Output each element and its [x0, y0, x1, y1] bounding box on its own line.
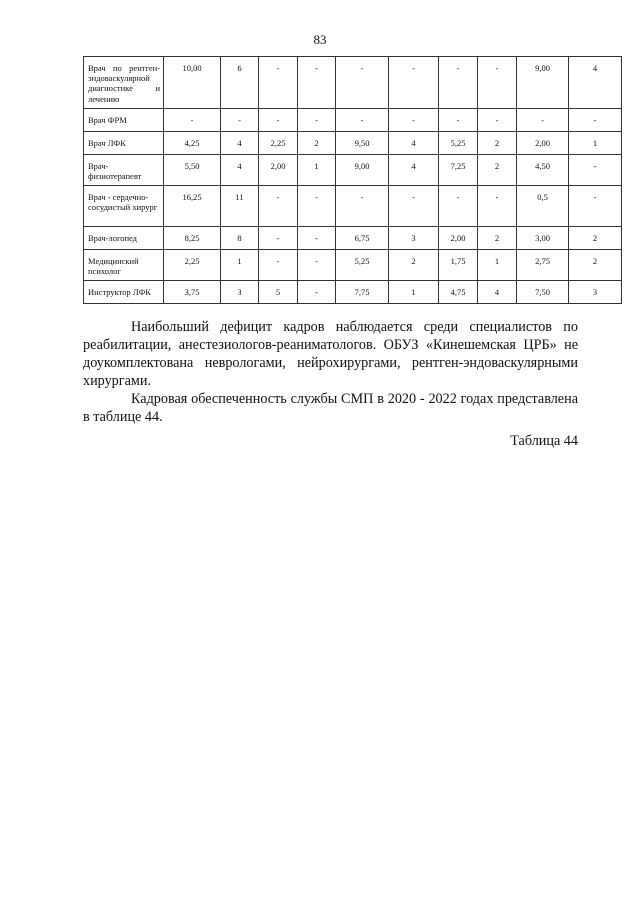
table-cell-value: 2,25 — [164, 250, 221, 281]
table-row — [84, 57, 622, 109]
table-cell-value: - — [336, 109, 389, 132]
table-cell-value: 1 — [389, 281, 439, 304]
table-cell-value: 2,00 — [259, 155, 298, 186]
table-cell-position: Медицинский психолог — [84, 250, 164, 281]
page-number: 83 — [313, 32, 327, 47]
table-cell-value: - — [517, 109, 569, 132]
table-cell-value: - — [389, 186, 439, 227]
table-cell-value: - — [439, 57, 478, 109]
table-cell-value: - — [389, 109, 439, 132]
table-cell-value: 2,00 — [517, 132, 569, 155]
table-cell-value: - — [164, 109, 221, 132]
table-cell-value: 2,25 — [259, 132, 298, 155]
table-cell-value: 4 — [221, 155, 259, 186]
table-cell-value: - — [478, 57, 517, 109]
table-cell-value: - — [336, 57, 389, 109]
table-cell-value: - — [221, 109, 259, 132]
table-cell-value: 1,75 — [439, 250, 478, 281]
table-cell-value: 2 — [298, 132, 336, 155]
table-cell-value: 8,25 — [164, 227, 221, 250]
table-cell-value: 3 — [221, 281, 259, 304]
table-cell-value: 2 — [478, 227, 517, 250]
table-cell-value: 9,00 — [336, 155, 389, 186]
table-row — [84, 132, 622, 155]
table-cell-value: 4 — [221, 132, 259, 155]
table-cell-value: - — [259, 109, 298, 132]
table-cell-value: 7,75 — [336, 281, 389, 304]
table-cell-value: - — [569, 186, 622, 227]
table-cell-value: - — [439, 109, 478, 132]
table-cell-value: - — [259, 57, 298, 109]
paragraph-ambulance-staffing: Кадровая обеспеченность службы СМП в 2020 - 2022 годах представлена в таблице 44. — [83, 391, 578, 425]
table-cell-value: - — [439, 186, 478, 227]
table-cell-position: Инструктор ЛФК — [84, 281, 164, 304]
table-cell-value: 9,00 — [517, 57, 569, 109]
table-cell-value: 2 — [569, 227, 622, 250]
table-cell-position: Врач по рентген-эндоваскулярной диагностике и лечению — [84, 57, 164, 109]
table-cell-value: 5,25 — [439, 132, 478, 155]
table-cell-value: 16,25 — [164, 186, 221, 227]
table-caption: Таблица 44 — [510, 433, 578, 449]
table-cell-value: 1 — [298, 155, 336, 186]
table-cell-value: 11 — [221, 186, 259, 227]
table-cell-value: - — [298, 109, 336, 132]
table-row — [84, 281, 622, 304]
table-cell-position: Врач - сердечно-сосудистый хирург — [84, 186, 164, 227]
table-row — [84, 227, 622, 250]
body-text-block — [83, 318, 578, 450]
table-cell-value: 5 — [259, 281, 298, 304]
table-cell-value: 4,50 — [517, 155, 569, 186]
table-cell-value: - — [478, 109, 517, 132]
table-cell-value: - — [259, 250, 298, 281]
table-cell-value: 2 — [389, 250, 439, 281]
table-cell-value: 1 — [478, 250, 517, 281]
table-cell-position: Врач ФРМ — [84, 109, 164, 132]
table-cell-value: - — [298, 250, 336, 281]
table-cell-value: 8 — [221, 227, 259, 250]
table-cell-value: 4 — [389, 132, 439, 155]
table-cell-value: 7,25 — [439, 155, 478, 186]
table-cell-value: - — [298, 57, 336, 109]
table-cell-value: - — [569, 109, 622, 132]
table-cell-value: 9,50 — [336, 132, 389, 155]
table-cell-value: 4 — [389, 155, 439, 186]
table-cell-value: 4 — [569, 57, 622, 109]
table-cell-value: - — [298, 227, 336, 250]
table-cell-value: 4,75 — [439, 281, 478, 304]
table-cell-value: 1 — [569, 132, 622, 155]
table-cell-value: - — [389, 57, 439, 109]
table-cell-value: - — [298, 186, 336, 227]
table-cell-position: Врач ЛФК — [84, 132, 164, 155]
table-cell-position: Врач-логопед — [84, 227, 164, 250]
table-cell-value: 3,00 — [517, 227, 569, 250]
table-cell-value: - — [569, 155, 622, 186]
table-cell-value: 10,00 — [164, 57, 221, 109]
table-cell-value: - — [259, 186, 298, 227]
table-cell-value: 2 — [569, 250, 622, 281]
table-cell-value: 0,5 — [517, 186, 569, 227]
table-cell-value: - — [336, 186, 389, 227]
table-row — [84, 155, 622, 186]
staffing-table — [83, 56, 622, 304]
table-cell-value: - — [478, 186, 517, 227]
table-cell-value: 6 — [221, 57, 259, 109]
table-cell-value: 4,25 — [164, 132, 221, 155]
paragraph-staff-deficit: Наибольший дефицит кадров наблюдается среди специалистов по реабилитации, анестезиологов-реаниматологов. ОБУЗ «Кинешемская ЦРБ» не доукомплектована неврологами, нейрохирургами, рентген-эндоваскулярными хирургами. — [83, 319, 578, 389]
table-cell-value: 2,00 — [439, 227, 478, 250]
table-cell-value: 5,25 — [336, 250, 389, 281]
table-cell-value: - — [298, 281, 336, 304]
table-row — [84, 250, 622, 281]
table-cell-value: 5,50 — [164, 155, 221, 186]
table-cell-value: - — [259, 227, 298, 250]
table-row — [84, 109, 622, 132]
table-cell-value: 4 — [478, 281, 517, 304]
table-cell-value: 7,50 — [517, 281, 569, 304]
table-cell-value: 2 — [478, 155, 517, 186]
table-cell-value: 3 — [389, 227, 439, 250]
table-row — [84, 186, 622, 227]
table-cell-value: 2,75 — [517, 250, 569, 281]
table-cell-value: 2 — [478, 132, 517, 155]
table-cell-value: 6,75 — [336, 227, 389, 250]
table-cell-value: 3,75 — [164, 281, 221, 304]
table-cell-value: 3 — [569, 281, 622, 304]
table-cell-value: 1 — [221, 250, 259, 281]
table-cell-position: Врач-физиотерапевт — [84, 155, 164, 186]
